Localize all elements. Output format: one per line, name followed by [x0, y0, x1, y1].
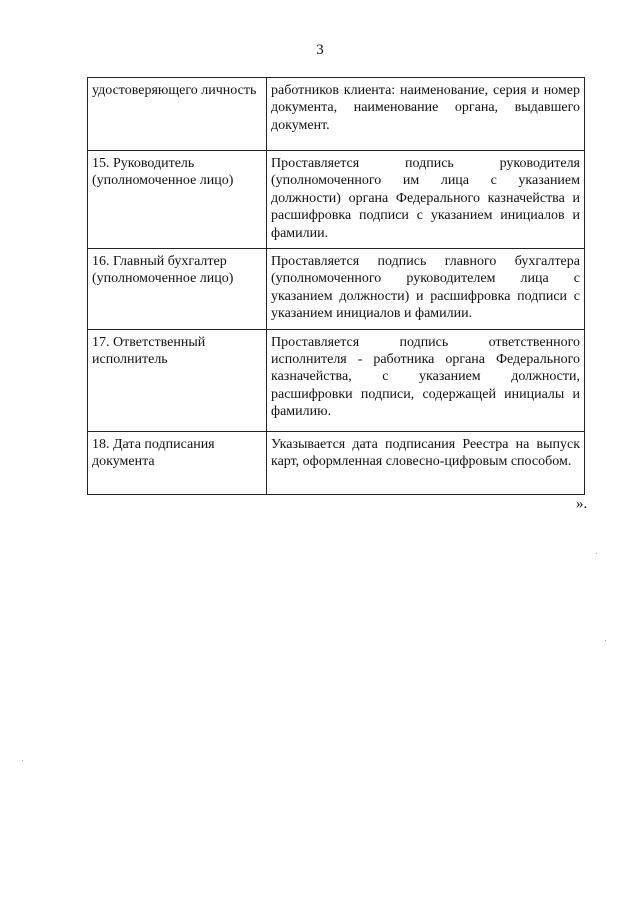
scan-speck: [596, 553, 597, 554]
field-name-cell: 16. Главный бухгалтер (уполномоченное лицо): [88, 249, 267, 330]
field-description-cell: Указывается дата подписания Реестра на выпуск карт, оформленная словесно-цифровым способом.: [267, 431, 585, 494]
closing-quote-mark: ».: [576, 496, 588, 512]
page-number: 3: [316, 42, 324, 58]
scan-speck: [22, 760, 23, 761]
scan-speck: [605, 640, 606, 641]
field-name-cell: удостоверяющего личность: [88, 78, 267, 151]
table-row: [88, 151, 585, 249]
table-row: [88, 78, 585, 151]
table-row: [88, 329, 585, 431]
field-name-cell: 18. Дата подписания документа: [88, 431, 267, 494]
requisites-table: [87, 77, 585, 495]
field-name-cell: 17. Ответственный исполнитель: [88, 329, 267, 431]
field-description-cell: Проставляется подпись ответственного исполнителя - работника органа Федерального казначейства, с указанием должности, расшифровки подписи, содержащей инициалы и фамилию.: [267, 329, 585, 431]
field-description-cell: Проставляется подпись руководителя (уполномоченного им лица с указанием должности) органа Федерального казначейства и расшифровка подписи с указанием инициалов и фамилии.: [267, 151, 585, 249]
field-description-cell: работников клиента: наименование, серия и номер документа, наименование органа, выдавшего документ.: [267, 78, 585, 151]
table-row: [88, 249, 585, 330]
table-row: [88, 431, 585, 494]
field-description-cell: Проставляется подпись главного бухгалтера (уполномоченного руководителем лица с указанием должности) и расшифровка подписи с указанием инициалов и фамилии.: [267, 249, 585, 330]
field-name-cell: 15. Руководитель (уполномоченное лицо): [88, 151, 267, 249]
